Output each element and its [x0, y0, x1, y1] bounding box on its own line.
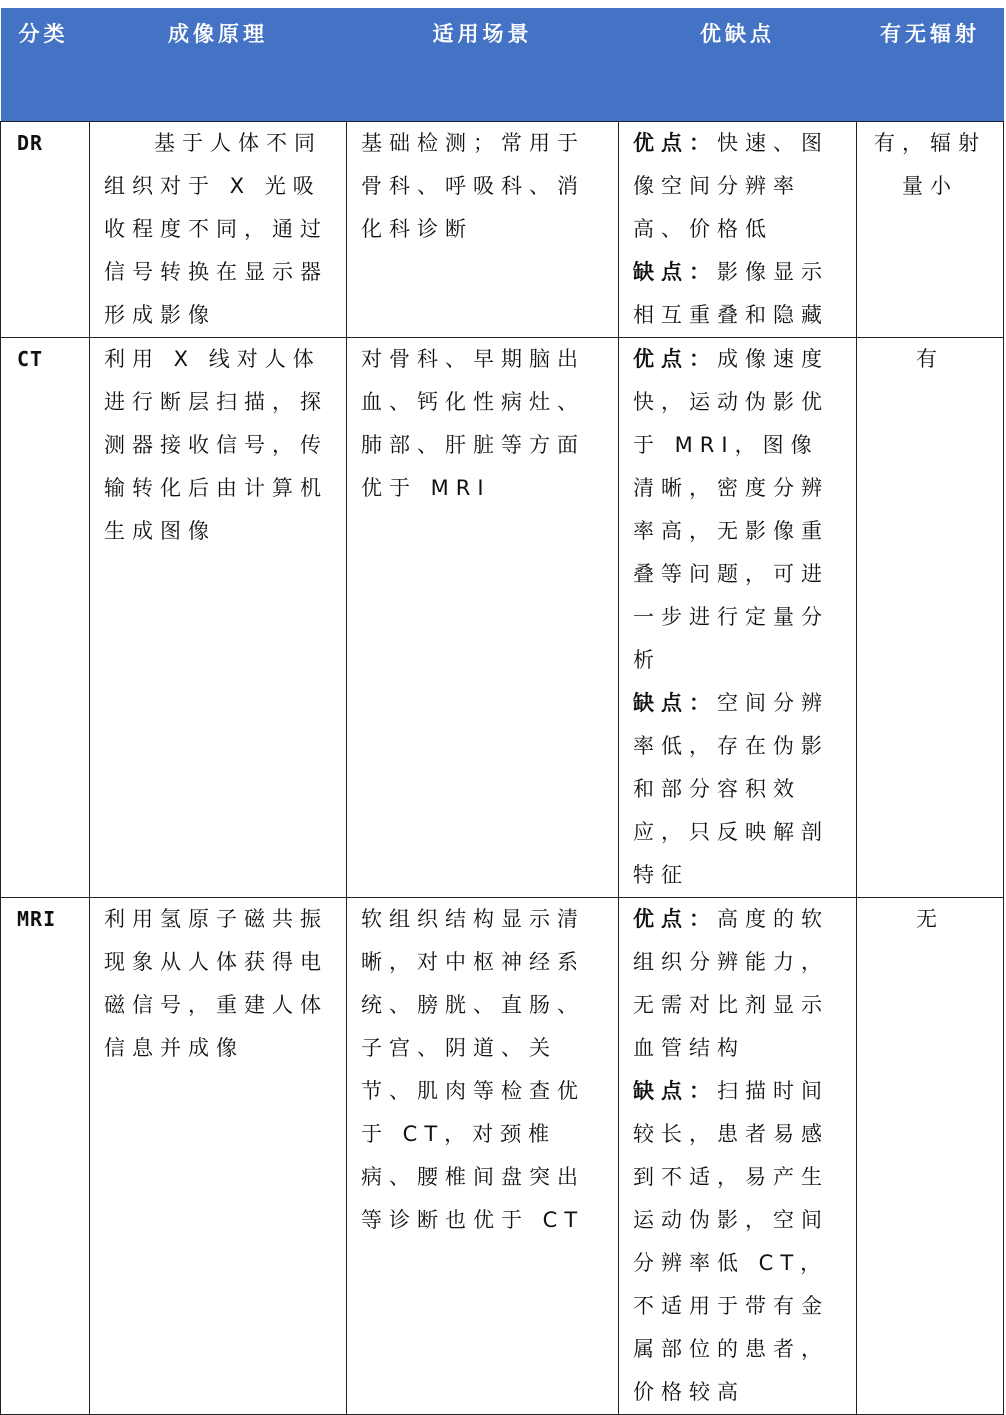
- pros-cons-cell: [619, 337, 857, 897]
- header-radiation: 有无辐射: [857, 8, 1004, 121]
- table-row-dr: [1, 121, 1004, 337]
- category-cell: CT: [1, 337, 90, 897]
- scenario-cell: 对骨科、早期脑出血、钙化性病灶、肺部、肝脏等方面优于 MRI: [347, 337, 619, 897]
- pros-cons-cell: [619, 897, 857, 1414]
- cons-label: 缺点：: [633, 1078, 717, 1103]
- cons-text: 影像显示相互重叠和隐藏: [633, 259, 829, 327]
- cons-line: [633, 1070, 844, 1414]
- cons-text: 空间分辨率低，存在伪影和部分容积效应，只反映解剖特征: [633, 690, 829, 887]
- cons-text: 扫描时间较长，患者易感到不适，易产生运动伪影，空间分辨率低 CT，不适用于带有金属部位的患者，价格较高: [633, 1078, 829, 1404]
- pros-line: [633, 338, 844, 682]
- category-cell: MRI: [1, 897, 90, 1414]
- table-row-ct: [1, 337, 1004, 897]
- table-row-mri: [1, 897, 1004, 1414]
- pros-label: 优点：: [633, 346, 717, 371]
- pros-line: [633, 122, 844, 251]
- pros-label: 优点：: [633, 906, 717, 931]
- category-cell: DR: [1, 121, 90, 337]
- imaging-comparison-table: [0, 8, 1004, 1415]
- header-pros-cons: 优缺点: [619, 8, 857, 121]
- pros-cons-cell: [619, 121, 857, 337]
- cons-line: [633, 682, 844, 897]
- cons-label: 缺点：: [633, 259, 717, 284]
- scenario-cell: 软组织结构显示清晰，对中枢神经系统、膀胱、直肠、子宫、阴道、关节、肌肉等检查优于 CT，对颈椎病、腰椎间盘突出等诊断也优于 CT: [347, 897, 619, 1414]
- principle-cell: 利用氢原子磁共振现象从人体获得电磁信号，重建人体信息并成像: [90, 897, 347, 1414]
- scenario-cell: 基础检测；常用于骨科、呼吸科、消化科诊断: [347, 121, 619, 337]
- pros-text: 快速、图像空间分辨率高、价格低: [633, 130, 829, 241]
- radiation-cell: 无: [857, 897, 1004, 1414]
- principle-text: 基于人体不同组织对于 X 光吸收程度不同，通过信号转换在显示器形成影像: [104, 130, 328, 327]
- principle-cell: 利用 X 线对人体进行断层扫描，探测器接收信号，传输转化后由计算机生成图像: [90, 337, 347, 897]
- pros-text: 高度的软组织分辨能力，无需对比剂显示血管结构: [633, 906, 829, 1060]
- pros-label: 优点：: [633, 130, 717, 155]
- header-category: 分类: [1, 8, 90, 121]
- cons-label: 缺点：: [633, 690, 717, 715]
- header-row: [1, 8, 1004, 121]
- principle-cell: [90, 121, 347, 337]
- cons-line: [633, 251, 844, 337]
- pros-text: 成像速度快，运动伪影优于 MRI，图像清晰，密度分辨率高，无影像重叠等问题，可进一步进行定量分析: [633, 346, 829, 672]
- radiation-cell: 有，辐射量小: [857, 121, 1004, 337]
- pros-line: [633, 898, 844, 1070]
- radiation-cell: 有: [857, 337, 1004, 897]
- header-scenario: 适用场景: [347, 8, 619, 121]
- header-principle: 成像原理: [90, 8, 347, 121]
